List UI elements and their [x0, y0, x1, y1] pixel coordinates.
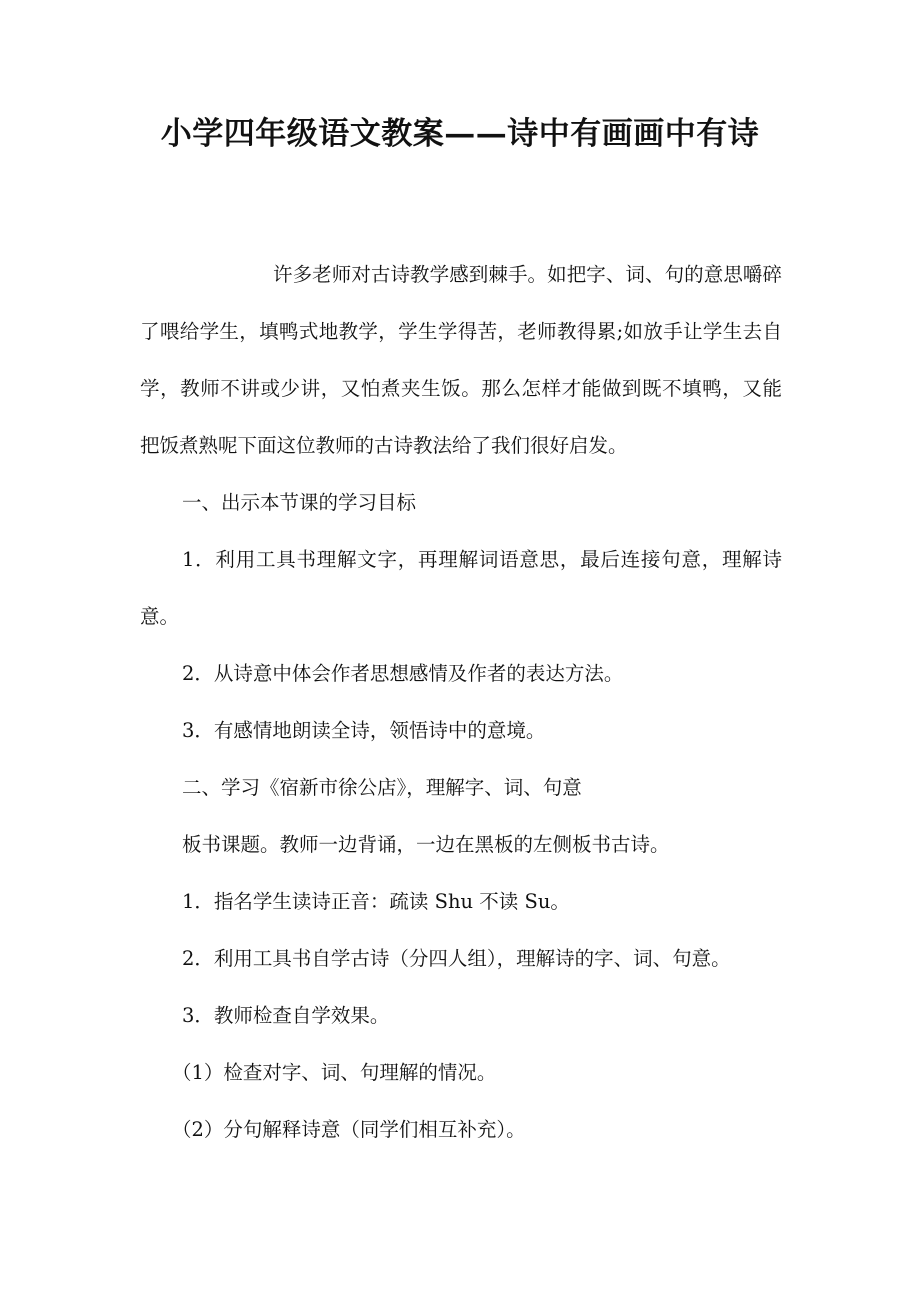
sub-step-item-1: （1）检查对字、词、句理解的情况。: [172, 1061, 497, 1084]
step-item-1: 1．指名学生读诗正音：疏读 Shu 不读 Su。: [182, 890, 570, 913]
objective-item-1: 1．利用工具书理解文字，再理解词语意思，最后连接句意，理解诗意。: [140, 548, 782, 628]
sub-step-item-2: （2）分句解释诗意（同学们相互补充）。: [172, 1118, 526, 1141]
section-heading-study-poem: 二、学习《宿新市徐公店》，理解字、词、句意: [182, 776, 582, 799]
objective-item-3: 3．有感情地朗读全诗，领悟诗中的意境。: [182, 719, 546, 742]
step-item-3: 3．教师检查自学效果。: [182, 1004, 390, 1027]
intro-paragraph: 许多老师对古诗教学感到棘手。如把字、词、句的意思嚼碎了喂给学生，填鸭式地教学，学生学得苦，老师教得累;如放手让学生去自学，教师不讲或少讲，又怕煮夹生饭。那么怎样才能做到既不填鸭，又能把饭煮熟呢下面这位教师的古诗教法给了我们很好启发。: [140, 263, 782, 457]
document-title: 小学四年级语文教案——诗中有画画中有诗: [160, 116, 760, 152]
section-heading-objectives: 一、出示本节课的学习目标: [182, 491, 417, 514]
objective-item-2: 2．从诗意中体会作者思想感情及作者的表达方法。: [182, 662, 624, 685]
step-item-2: 2．利用工具书自学古诗（分四人组），理解诗的字、词、句意。: [182, 947, 731, 970]
blackboard-note: 板书课题。教师一边背诵，一边在黑板的左侧板书古诗。: [182, 833, 670, 856]
document-body: [140, 246, 782, 1158]
